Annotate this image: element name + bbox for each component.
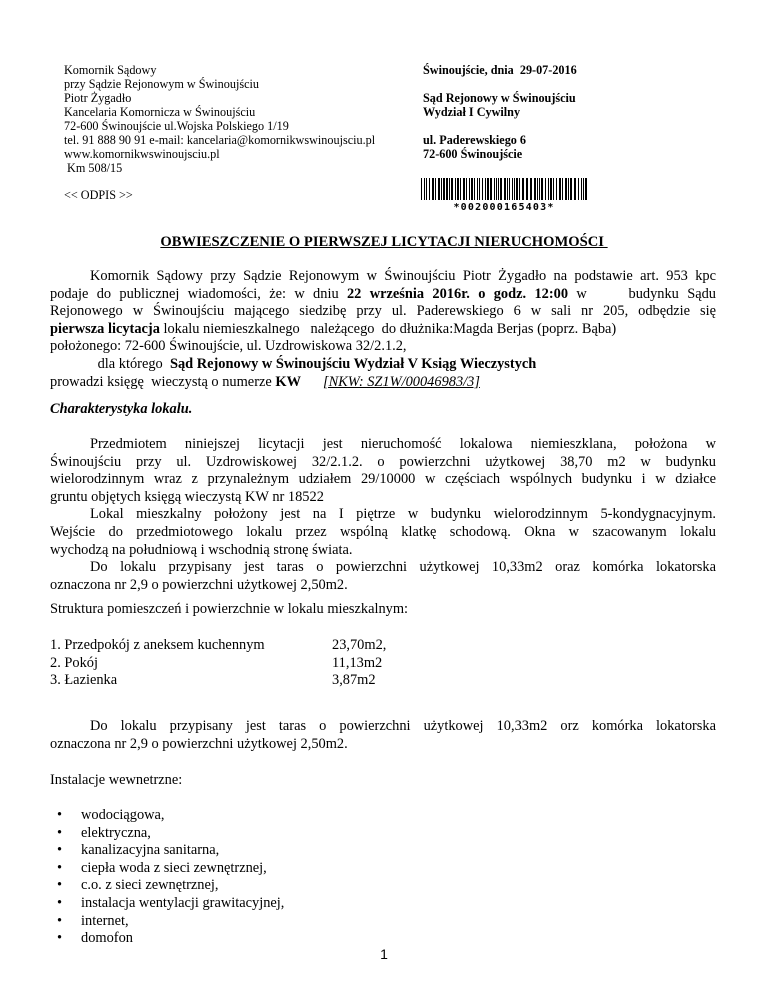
bullet-icon: • — [57, 807, 63, 823]
intro-line: Komornik Sądowy przy Sądzie Rejonowym w Świnoujściu Piotr Żygadło na podstawie art. 953 kpc — [90, 268, 716, 284]
list-item — [50, 842, 716, 860]
land-registry-court: Sąd Rejonowy w Świnoujściu Wydział V Ksiąg Wieczystych — [169, 355, 537, 372]
letterhead-line: www.komornikwswinoujsciu.pl — [64, 147, 220, 161]
list-item — [50, 895, 716, 913]
list-item — [50, 913, 716, 931]
room-name: 3. Łazienka — [50, 672, 118, 689]
court-street: ul. Paderewskiego 6 — [423, 133, 527, 147]
intro-line — [50, 356, 716, 374]
intro-line: Rejonowego w Świnoujściu mającego siedzibę przy ul. Paderewskiego 6 w sali nr 205, odbędzie się — [50, 303, 716, 320]
intro-text: podaje do publicznej wiadomości, że: w dniu — [50, 285, 347, 302]
letterhead-line: Kancelaria Komornicza w Świnoujściu — [64, 105, 256, 119]
room-name: 2. Pokój — [50, 654, 98, 671]
installation-name: c.o. z sieci zewnętrznej, — [81, 877, 219, 894]
room-area: 23,70m2, — [332, 637, 387, 653]
installation-name: ciepła woda z sieci zewnętrznej, — [81, 859, 267, 876]
intro-text: dla którego — [94, 355, 170, 372]
bullet-icon: • — [57, 930, 63, 947]
characteristics-paragraph — [50, 436, 716, 594]
list-item — [50, 877, 716, 895]
intro-line — [50, 286, 716, 304]
court-name: Sąd Rejonowy w Świnoujściu — [423, 91, 576, 105]
room-area: 11,13m2 — [332, 654, 383, 671]
auction-type: pierwsza licytacja — [50, 320, 160, 337]
text-line: oznaczona nr 2,9 o powierzchni użytkowej 2,50m2. — [50, 576, 348, 593]
intro-line — [50, 374, 716, 392]
room-row — [50, 655, 386, 673]
terrace-paragraph — [50, 718, 716, 753]
text-line: gruntu objętych księgą wieczystą KW nr 18522 — [50, 488, 324, 505]
bullet-icon: • — [57, 842, 63, 859]
intro-text: lokalu niemieszkalnego należącego do dłużnika:Magda Berjas (poprz. Bąba) — [159, 320, 617, 337]
list-item — [50, 860, 716, 878]
copy-label: << ODPIS >> — [64, 188, 133, 202]
letterhead-line: przy Sądzie Rejonowym w Świnoujściu — [64, 77, 259, 91]
room-row — [50, 637, 386, 655]
text-line: Wejście do przedmiotowego lokalu przez wspólną klatkę schodową. Okna w szacowanym lokalu — [50, 523, 716, 540]
rooms-list — [50, 637, 386, 690]
letterhead-line: 72-600 Świnoujście ul.Wojska Polskiego 1/19 — [64, 119, 289, 133]
installation-name: internet, — [81, 912, 129, 929]
auction-date: 22 września 2016r. o godz. 12:00 — [346, 285, 569, 302]
text-line: Przedmiotem niniejszej licytacji jest nieruchomość lokalowa niemieszklana, położona w — [90, 436, 716, 452]
case-number: Km 508/15 — [64, 161, 123, 175]
svg-text:*002000165403*: *002000165403* — [453, 202, 555, 212]
installation-name: domofon — [81, 930, 133, 947]
room-name: 1. Przedpokój z aneksem kuchennym — [50, 637, 265, 653]
court-city: 72-600 Świnoujście — [423, 147, 523, 161]
structure-heading: Struktura pomieszczeń i powierzchnie w lokalu mieszkalnym: — [50, 601, 409, 617]
text-line: Do lokalu przypisany jest taras o powierzchni użytkowej 10,33m2 oraz komórka lokatorska — [90, 559, 716, 576]
page-number: 1 — [380, 946, 388, 962]
intro-text: prowadzi księgę wieczystą o numerze — [50, 373, 276, 390]
date-line: Świnoujście, dnia 29-07-2016 — [423, 63, 577, 77]
letterhead-line: Komornik Sądowy — [64, 63, 157, 77]
text-line: Do lokalu przypisany jest taras o powierzchni użytkowej 10,33m2 orz komórka lokatorska — [90, 718, 716, 734]
installation-name: elektryczna, — [81, 824, 151, 841]
court-department: Wydział I Cywilny — [423, 105, 521, 119]
bullet-icon: • — [57, 912, 63, 929]
text-line: oznaczona nr 2,9 o powierzchni użytkowej 2,50m2. — [50, 735, 348, 752]
text-line: Świnoujściu przy ul. Uzdrowiskowej 32/2.1.2. o powierzchni użytkowej 38,70 m2 w budynku — [50, 453, 716, 470]
recipient-block — [423, 63, 577, 161]
text-line: wychodzą na południową i wschodnią stronę świata. — [50, 541, 353, 558]
list-item — [50, 825, 716, 843]
intro-paragraph — [50, 268, 716, 391]
installation-name: kanalizacyjna sanitarna, — [81, 842, 220, 859]
section-title: Charakterystyka lokalu. — [50, 401, 193, 417]
intro-line: położonego: 72-600 Świnoujście, ul. Uzdrowiskowa 32/2.1.2, — [50, 338, 407, 355]
letterhead-line: tel. 91 888 90 91 e-mail: kancelaria@komornikwswinoujsciu.pl — [64, 133, 376, 147]
text-line: wielorodzinnym wraz z przynależnym udziałem 29/10000 w częściach wspólnych budynku i w działce — [50, 471, 716, 488]
notice-title: OBWIESZCZENIE O PIERWSZEJ LICYTACJI NIERUCHOMOŚCI — [160, 234, 608, 250]
bullet-icon: • — [57, 824, 63, 841]
installation-name: instalacja wentylacji grawitacyjnej, — [81, 894, 285, 911]
land-register-number: [NKW: SZ1W/00046983/3] — [322, 373, 480, 390]
bullet-icon: • — [57, 877, 63, 894]
installations-list — [50, 807, 716, 948]
room-row — [50, 672, 386, 690]
installations-heading: Instalacje wewnetrzne: — [50, 772, 183, 788]
installation-name: wodociągowa, — [81, 807, 165, 823]
bailiff-letterhead — [64, 63, 375, 175]
kw-label: KW — [275, 373, 301, 390]
intro-line — [50, 321, 716, 339]
list-item — [50, 807, 716, 825]
room-area: 3,87m2 — [332, 672, 376, 689]
bullet-icon: • — [57, 894, 63, 911]
intro-text: w budynku Sądu — [568, 285, 716, 302]
barcode-image — [421, 178, 587, 212]
letterhead-line: Piotr Żygadło — [64, 91, 132, 105]
bullet-icon: • — [57, 859, 63, 876]
text-line: Lokal mieszkalny położony jest na I piętrze w budynku wielorodzinnym 5-kondygnacyjnym. — [90, 506, 716, 523]
